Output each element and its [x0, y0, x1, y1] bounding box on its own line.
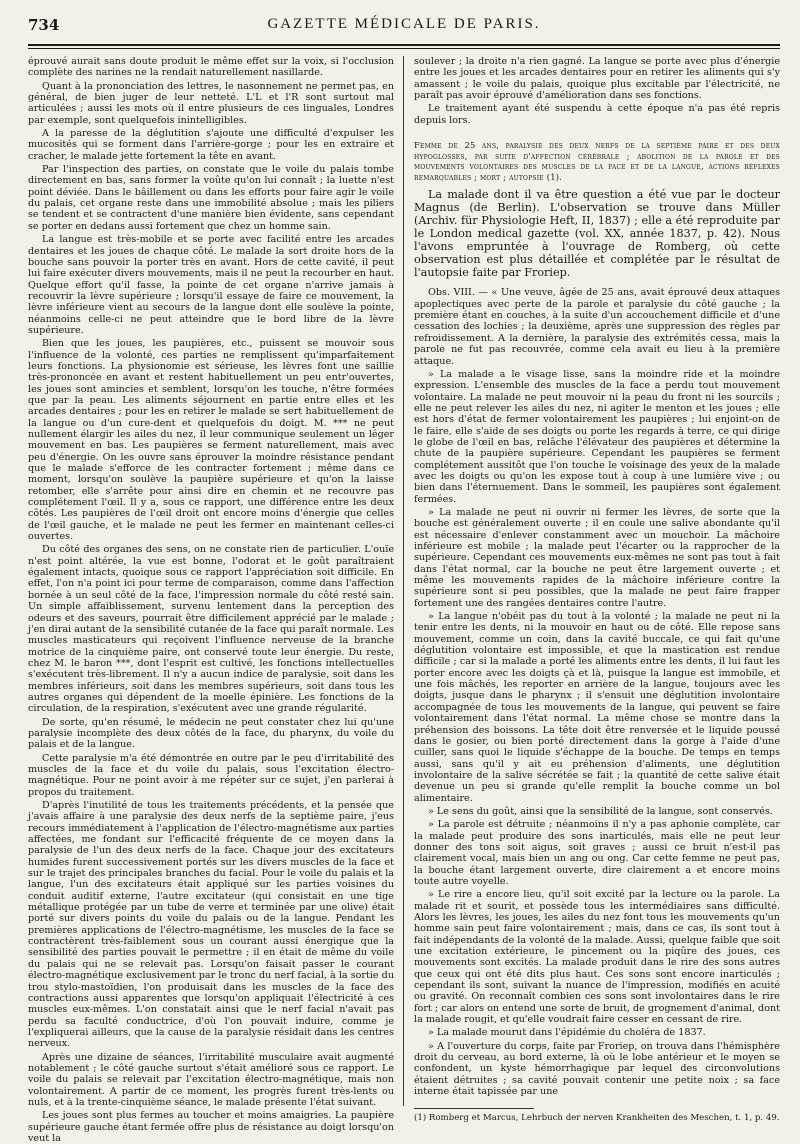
column-divider: [403, 56, 404, 1106]
paragraph: A la paresse de la déglutition s'ajoute une difficulté d'expulser les mucosités qui se forment dans l'arrière-gorge ; pour les en extraire et cracher, le malade jette fortement la tête en avant.: [28, 128, 394, 162]
article-intro: La malade dont il va être question a été vue par le docteur Magnus (de Berlin). L'observation se trouve dans Müller (Archiv. für Physiologie Heft, II, 1837) ; elle a été reproduite par le London medical gazette (vol. XX, année 1837, p. 42). Nous l'avons empruntée à l'ouvrage de Romberg, où cette observation est plus détaillée et complétée par le résultat de l'autopsie faite par Froriep.: [414, 188, 780, 280]
paragraph: Du côté des organes des sens, on ne constate rien de particulier. L'ouïe n'est point altérée, la vue est bonne, l'odorat et le goût paraîtraient également intacts, quoique sous ce rapport l'appréciation soit difficile. En effet, l'on n'a point ici pour terme de comparaison, comme dans l'affection bornée à un seul côté de la face, l'impression normale du côté resté sain. Un simple affaiblissement, survenu lentement dans la perception des odeurs et des saveurs, pourrait être difficilement apprécié par le malade ; j'en dirai autant de la sensibilité cutanée de la face qui paraît normale. Les muscles masticateurs qui reçoivent l'influence nerveuse de la branche motrice de la cinquième paire, ont conservé toute leur énergie. Du reste, chez M. le baron ***, dont l'esprit est cultivé, les fonctions intellectuelles s'exécutent très-librement. Il n'y a aucun indice de paralysie, soit dans les membres inférieurs, soit dans les membres supérieurs, soit dans tous les autres organes qui dépendent de la moelle épinière. Les fonctions de la circulation, de la respiration, s'exécutent avec une grande régularité.: [28, 544, 394, 715]
header-rule-thin: [28, 48, 780, 49]
paragraph: La langue est très-mobile et se porte avec facilité entre les arcades dentaires et les joues de chaque côté. Le malade la sort droite hors de la bouche sans pouvoir la porter très en avant. Hors de cette cavité, il peut lui faire exécuter divers mouvements, mais il ne peut la recourber en haut. Quelque effort qu'il fasse, la pointe de cet organe n'arrive jamais à recouvrir la lèvre supérieure ; lorsqu'il essaye de faire ce mouvement, la lèvre inférieure vient au secours de la langue dont elle soulève la pointe, néanmoins celle-ci ne peut atteindre que le bord libre de la lèvre supérieure.: [28, 234, 394, 336]
paragraph: » La malade ne peut ni ouvrir ni fermer les lèvres, de sorte que la bouche est généralement ouverte ; il en coule une salive abondante qu'il est nécessaire d'enlever constamment avec un mouchoir. La mâchoire inférieure est mobile ; la malade peut l'écarter ou la rapprocher de la supérieure. Cependant ces mouvements eux-mêmes ne sont pas tout à fait dans l'état normal, car la bouche ne peut être largement ouverte ; et même les mouvements rapides de la mâchoire inférieure contre la supérieure sont si peu possibles, que la malade ne peut faire frapper fortement une des rangées dentaires contre l'autre.: [414, 506, 780, 609]
page-number: 734: [28, 16, 60, 34]
paragraph: De sorte, qu'en résumé, le médecin ne peut constater chez lui qu'une paralysie incomplète des deux côtés de la face, du pharynx, du voile du palais et de la langue.: [28, 716, 394, 751]
paragraph: Les joues sont plus fermes au toucher et moins amaigries. La paupière supérieure gauche étant fermée offre plus de résistance au doigt lorsqu'on veut la: [28, 1110, 394, 1144]
paragraph: » La langue n'obéit pas du tout à la volonté ; la malade ne peut ni la tenir entre les dents, ni la mouvoir en haut ou de côté. Elle repose sans mouvement, comme un coin, dans la cavité buccale, ce qui fait qu'une déglutition volontaire est impossible, et que la mastication est rendue difficile ; car si la malade a porté les aliments entre les dents, il lui faut les porter encore avec les doigts çà et là, puisque la langue est immobile, et une fois mâchés, les reporter en arrière de la langue, toujours avec les doigts, jusque dans le pharynx ; il s'ensuit une déglutition involontaire accompagnée de tous les mouvements de la langue, qui peuvent se faire volontairement dans l'état normal. La même chose se montre dans la préhension des boissons. La tête doit être renversée et le liquide poussé dans le gosier, ou bien porté directement dans la gorge à l'aide d'une cuiller, sans quoi le liquide s'échappe de la bouche. De temps en temps aussi, sans qu'il y ait eu préhension d'aliments, une déglutition involontaire de la salive sécrétée se fait ; la quantité de cette salive était devenue un peu si grande qu'elle remplit la bouche comme un bol alimentaire.: [414, 611, 780, 804]
paragraph: Cette paralysie m'a été démontrée en outre par le peu d'irritabilité des muscles de la face et du voile du palais, sous l'excitation électro-magnétique. Pour ne point avoir à me répéter sur ce sujet, j'en parlerai à propos du traitement.: [28, 752, 394, 798]
article-heading: Femme de 25 ans, paralysie des deux nerfs de la septième paire et des deux hypoglosses, par suite d'affection cérébrale ; abolition de la parole et des mouvements volontaires des muscles de la face et de la langue, actions réflexes remarquables ; mort ; autopsie (1).: [414, 140, 780, 182]
footnote-rule: [414, 1108, 534, 1109]
paragraph: » Le rire a encore lieu, qu'il soit excité par la lecture ou la parole. La malade rit et sourit, et possède tous les intermédiaires sans difficulté. Alors les lèvres, les joues, les ailes du nez font tous les mouvements qu'un homme sain peut faire volontairement ; mais, dans ce cas, ils sont tout à fait indépendants de la volonté de la malade. Aussi, quelque faible que soit une excitation extérieure, le pincement ou la piqûre des joues, ces mouvements sont excités. La malade produit dans le rire des sons autres que ceux qui ont été dits plus haut. Ces sons sont encore inarticulés ; cependant ils sont, suivant la nuance de l'impression, modifiés en acuité ou gravité. On reconnaît combien ces sons sont involontaires dans le rire fort ; car alors on entend une sorte de bruit, de grognement d'animal, dont la malade rougit, et qu'elle voudrait faire cesser en cessant de rire.: [414, 889, 780, 1026]
page-header: [28, 12, 780, 38]
paragraph: éprouvé aurait sans doute produit le même effet sur la voix, si l'occlusion complète des narines ne la rendait naturellement nasillarde.: [28, 56, 394, 79]
header-rule-thick: [28, 44, 780, 46]
paragraph: Le traitement ayant été suspendu à cette époque n'a pas été repris depuis lors.: [414, 103, 780, 126]
paragraph: Obs. VIII. — « Une veuve, âgée de 25 ans, avait éprouvé deux attaques apoplectiques avec perte de la parole et paralysie du côté gauche ; la première étant en couches, à la suite d'un accouchement difficile et d'une cessation des lochies ; la deuxième, après une suppression des règles par refroidissement. A la dernière, la paralysie des extrémités cessa, mais la parole ne fut pas recouvrée, comme cela avait eu lieu à la première attaque.: [414, 287, 780, 367]
paragraph: Après une dizaine de séances, l'irritabilité musculaire avait augmenté notablement ; le côté gauche surtout s'était amélioré sous ce rapport. Le voile du palais se relevait par l'excitation électro-magnétique, mais non volontairement. A partir de ce moment, les progrès furent très-lents ou nuls, et à la trente-cinquième séance, le malade présente l'état suivant.: [28, 1051, 394, 1108]
left-column: [28, 56, 394, 1144]
paragraph: » A l'ouverture du corps, faite par Froriep, on trouva dans l'hémisphère droit du cerveau, au bord externe, là où le lobe antérieur et le moyen se confondent, un kyste hémorrhagique par lequel des circonvolutions étaient détruites ; sa cavité pouvait contenir une petite noix ; sa face interne était tapissée par une: [414, 1040, 780, 1098]
journal-page: [28, 12, 780, 1144]
paragraph: » La malade a le visage lisse, sans la moindre ride et la moindre expression. L'ensemble des muscles de la face a perdu tout mouvement volontaire. La malade ne peut mouvoir ni la peau du front ni les sourcils ; elle ne peut relever les ailes du nez, ni agiter le menton et les joues ; elle est hors d'état de fermer volontairement les paupières ; lui enjoint-on de le faire, elle s'aide de ses doigts ou porte les regards à terre, ce qui dirige le globe de l'œil en bas, relâche l'élévateur des paupières et détermine la chute de la paupière supérieure. Cependant les paupières se ferment complétement aussitôt que l'on touche le voisinage des yeux de la malade avec les doigts ou qu'on les expose tout à coup à une lumière vive ; ou bien dans l'éternuement. Dans le sommeil, les paupières sont également fermées.: [414, 368, 780, 505]
paragraph: Bien que les joues, les paupières, etc., puissent se mouvoir sous l'influence de la volonté, ces parties ne remplissent qu'imparfaitement leurs fonctions. La physionomie est sérieuse, les lèvres font une saillie très-prononcée en avant et restent habituellement un peu entr'ouvertes, les joues sont amincies et semblent, lorsqu'on les touche, n'être formées que par la peau. Les aliments séjournent en partie entre elles et les arcades dentaires ; pour les en retirer le malade se sert habituellement de la langue ou d'un cure-dent et quelquefois du doigt. M. *** ne peut nullement élargir les ailes du nez, il leur communique seulement un léger mouvement en bas. Les paupières se ferment naturellement, mais avec peu d'énergie. On les ouvre sans éprouver la moindre résistance pendant que le malade s'efforce de les contracter fortement ; même dans ce moment, lorsqu'on soulève la paupière supérieure et qu'on la laisse retomber, elle s'arrête pour ainsi dire en chemin et ne recouvre pas complétement l'œil. Il y a, sous ce rapport, une différence entre les deux côtés. Les paupières de l'œil droit ont encore moins d'énergie que celles de l'œil gauche, et le malade ne peut les fermer en maintenant celles-ci ouvertes.: [28, 338, 394, 543]
paragraph: D'après l'inutilité de tous les traitements précédents, et la pensée que j'avais affaire à une paralysie des deux nerfs de la septième paire, j'eus recours immédiatement à l'application de l'électro-magnétisme aux parties affectées, me fondant sur l'efficacité fréquente de ce moyen dans la paralysie de l'un des deux nerfs de la face. Chaque jour des excitateurs humides furent successivement portés sur les divers muscles de la face et sur le trajet des principales branches du facial. Pour le voile du palais et la langue, l'un des excitateurs était appliqué sur les parties voisines du conduit auditif externe, l'autre excitateur (qui consistait en une tige métallique protégée par un tube de verre et terminée par une olive) était porté sur divers points du voile du palais ou de la langue. Pendant les premières applications de l'électro-magnétisme, les muscles de la face se contractèrent très-faiblement sous un courant aussi énergique que la sensibilité des parties pouvait le permettre ; il en était de même du voile du palais qui ne se relevait pas. Lorsqu'on faisait passer le courant électro-magnétique exclusivement par le tronc du nerf facial, à la sortie du trou stylo-mastoïdien, l'on produisait dans les muscles de la face des contractions aussi apparentes que lorsqu'on appliquait l'électricité à ces muscles eux-mêmes. L'on constatait ainsi que le nerf facial n'avait pas perdu sa faculté conductrice, d'où l'on pouvait induire, comme je l'expliquerai ailleurs, que la cause de la paralysie résidait dans les centres nerveux.: [28, 800, 394, 1050]
text-columns: [28, 56, 780, 1144]
paragraph: » La parole est détruite ; néanmoins il n'y a pas aphonie complète, car la malade peut produire des sons inarticulés, mais elle ne peut leur donner des tons soit aigus, soit graves ; aussi ce bruit n'est-il pas clairement vocal, mais bien un ang ou ong. Car cette femme ne peut pas, la bouche étant largement ouverte, dire clairement a et encore moins toute autre voyelle.: [414, 819, 780, 887]
journal-title: GAZETTE MÉDICALE DE PARIS.: [267, 16, 541, 32]
footnote: (1) Romberg et Marcus, Lehrbuch der nerven Krankheiten des Meschen, t. 1, p. 49.: [414, 1112, 780, 1123]
paragraph: » Le sens du goût, ainsi que la sensibilité de la langue, sont conservés.: [428, 805, 773, 817]
paragraph: Par l'inspection des parties, on constate que le voile du palais tombe directement en bas, sans former la voûte qu'on lui connaît ; la luette n'est point déviée. Dans le bâillement ou dans les efforts pour faire agir le voile du palais, cet organe reste dans une immobilité absolue ; mais les piliers se tendent et se contractent d'une manière bien évidente, sans cependant se porter en dedans aussi fortement que chez un homme sain.: [28, 164, 394, 232]
paragraph: » La malade mourut dans l'épidémie du choléra de 1837.: [428, 1027, 706, 1039]
paragraph: soulever ; la droite n'a rien gagné. La langue se porte avec plus d'énergie entre les joues et les arcades dentaires pour en retirer les aliments qui s'y amassent ; le voile du palais, quoique plus excitable par l'électricité, ne paraît pas avoir éprouvé d'amélioration dans ses fonctions.: [414, 56, 780, 102]
paragraph: Quant à la prononciation des lettres, le nasonnement ne permet pas, en général, de bien juger de leur netteté. L'L et l'R sont surtout mal articulées ; aussi les mots où il entre plusieurs de ces linguales, Londres par exemple, sont quelquefois inintelligibles.: [28, 80, 394, 126]
right-column: [414, 56, 780, 1123]
